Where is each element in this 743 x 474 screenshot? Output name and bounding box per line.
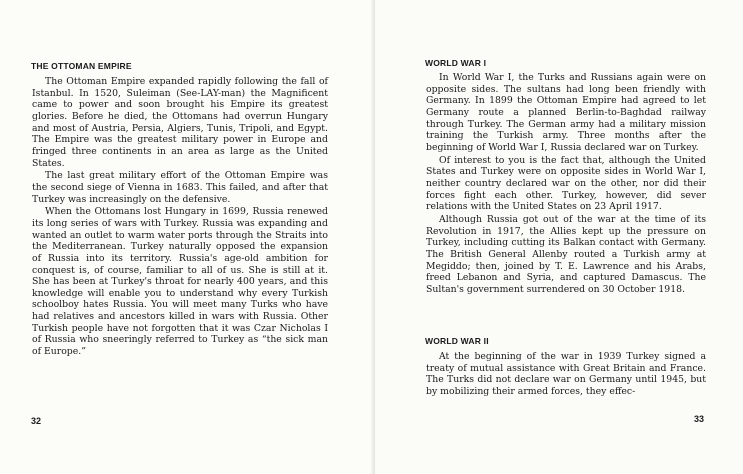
section-heading-ottoman-empire: THE OTTOMAN EMPIRE (31, 61, 132, 71)
section-heading-world-war-2: WORLD WAR II (425, 336, 489, 346)
left-body-text (32, 76, 328, 358)
page-number-left: 32 (31, 416, 42, 426)
right-body-text-ww1 (426, 72, 706, 295)
paragraph: Although Russia got out of the war at the time of its Revolution in 1917, the Allies kept up the pressure on Turkey, including cutting its Balkan contact with Germany. The British General Allenby routed a Turkish army at Megiddo; then, joined by T. E. Lawrence and his Arabs, freed Lebanon and Syria, and captured Damascus. The Sultan's government surrendered on 30 October 1918. (426, 213, 706, 295)
section-heading-world-war-1: WORLD WAR I (425, 58, 487, 68)
paragraph: The Ottoman Empire expanded rapidly following the fall of Istanbul. In 1520, Suleiman (See-LAY-man) the Magnificent came to power and soon brought his Empire its greatest glories. Before he died, the Ottomans had overrun Hungary and most of Austria, Persia, Algiers, Tunis, Tripoli, and Egypt. The Empire was the greatest military power in Europe and fringed three continents in an area as large as the United States. (32, 76, 328, 169)
paragraph: In World War I, the Turks and Russians again were on opposite sides. The sultans had long been friendly with Germany. In 1899 the Ottoman Empire had agreed to let Germany route a planned Berlin-to-Baghdad railway through Turkey. The German army had a military mission training the Turkish army. Three months after the beginning of World War I, Russia declared war on Turkey. (426, 72, 706, 153)
paragraph: Of interest to you is the fact that, although the United States and Turkey were on opposite sides in World War I, neither country declared war on the other, nor did their forces fight each other. Turkey, however, did sever relations with the United States on 23 April 1917. (426, 154, 706, 213)
paragraph: At the beginning of the war in 1939 Turkey signed a treaty of mutual assistance with Great Britain and France. The Turks did not declare war on Germany until 1945, but by mobilizing their armed forces, they effec- (426, 351, 706, 397)
paragraph: The last great military effort of the Ottoman Empire was the second siege of Vienna in 1683. This failed, and after that Turkey was increasingly on the defensive. (32, 170, 328, 205)
right-page (375, 0, 743, 474)
page-number-right: 33 (694, 414, 705, 424)
paragraph: When the Ottomans lost Hungary in 1699, Russia renewed its long series of wars with Turkey. Russia was expanding and wanted an outlet to warm water ports through the Straits into the Mediterranean. Turkey naturally opposed the expansion of Russia into its territory. Russia's age-old ambition for conquest is, of course, familiar to all of us. She is still at it. She has been at Turkey's throat for nearly 400 years, and this knowledge will enable you to understand why every Turkish schoolboy hates Russia. You will meet many Turks who have had relatives and ancestors killed in wars with Russia. Other Turkish people have not forgotten that it was Czar Nicholas I of Russia who sneeringly referred to Turkey as “the sick man of Europe.” (32, 206, 328, 358)
right-body-text-ww2 (426, 351, 706, 398)
